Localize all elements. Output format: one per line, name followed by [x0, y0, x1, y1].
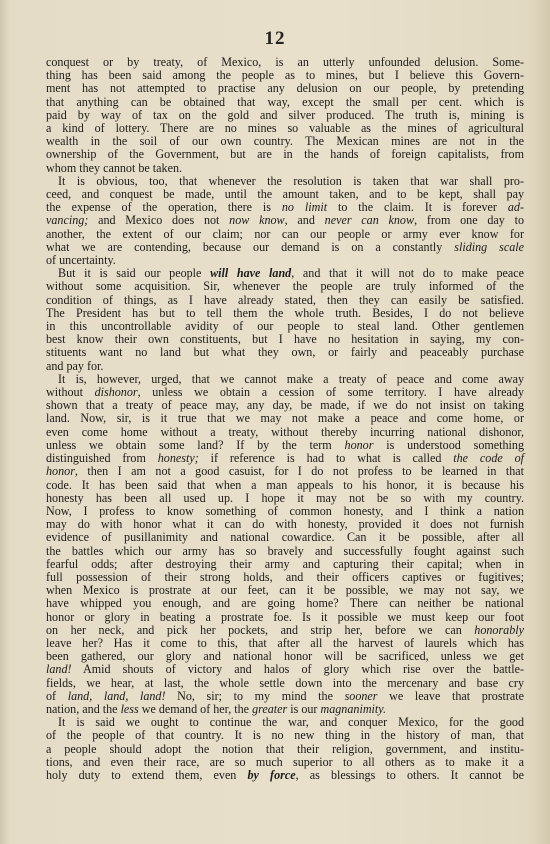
text-run: is understood something [373, 437, 524, 452]
text-run: distinguished from [46, 451, 158, 466]
text-run: , from one day to [414, 213, 524, 228]
text-run: and Mexico does not [88, 213, 230, 228]
text-line: honor or glory in beating a prostrate foe. Is it possible we must keep our foot [46, 609, 524, 624]
text-line: without some acquisition. Sir, whenever the people are truly informed of the [46, 279, 524, 294]
text-line: may do with honor what it can do with honesty, provided it does not furnish [46, 517, 524, 532]
text-run: , and that it will not do to make peace [291, 266, 524, 281]
text-line [46, 663, 524, 676]
emphasis-text: honor [46, 464, 75, 479]
text-run: nation, and the [46, 701, 121, 716]
text-run: of [46, 688, 68, 703]
text-line: of the people of that country. It is no new thing in the history of man, that [46, 728, 524, 743]
emphasis-text: dishonor [94, 385, 138, 400]
text-line: have whipped you enough, and are going home? There can neither be national [46, 596, 524, 611]
emphasis-text: less [120, 701, 139, 716]
emphasis-text: land! [46, 662, 72, 677]
text-line: leave her? Has it come to this, that after all the harvest of laurels which has [46, 635, 524, 650]
emphasis-text: now know [229, 213, 285, 228]
text-run: No, sir; to my mind the [165, 688, 345, 703]
text-run: if reference is had to what is called [198, 451, 454, 466]
text-line: a kind of lottery. There are no mines so valuable as the mines of agricultural [46, 121, 524, 136]
text-line: ceed, and conquest be made, until the amount taken, and to be kept, shall pay [46, 187, 524, 202]
text-line: code. It has been said that when a man appeals to his honor, it is because his [46, 477, 524, 492]
text-line: of uncertainty. [46, 253, 116, 268]
text-run: without [46, 385, 95, 400]
emphasis-text: honor [344, 437, 374, 452]
text-line [46, 769, 524, 782]
emphasis-text: will have land [210, 266, 292, 281]
text-line: paid by way of tax on the gold and silver produced. The truth is, mining is [46, 107, 524, 122]
text-line: been gathered, our glory and national honor will be sacrificed, unless we get [46, 649, 524, 664]
emphasis-text: ad- [507, 200, 524, 215]
text-line: best know their own constituents, but I have no hesitation in saying, my con- [46, 332, 524, 347]
text-line: honesty has been all used up. I hope it may not be so with my country. [46, 490, 524, 505]
text-line: and pay for. [46, 358, 104, 373]
text-run: to the claim. It is forever [327, 200, 508, 215]
text-line: tions, and even their race, are so much superior to all others as to make it a [46, 754, 524, 769]
emphasis-text: land, land, land! [67, 688, 166, 703]
emphasis-text: honesty; [157, 451, 199, 466]
text-line: fearful odds; after destroying their army and capturing their capital; when in [46, 556, 524, 571]
text-run: , then I am not a good casuist, for I do not profess to be learned in that [74, 464, 524, 479]
text-line: It is said we ought to continue the war, and conquer Mexico, for the good [58, 715, 524, 730]
text-line: that anything can be obtained that way, except the small per cent. which is [46, 94, 524, 109]
text-line: evidence of pusillanimity and national cowardice. Can it be possible, after all [46, 530, 524, 545]
text-line: conquest or by treaty, of Mexico, is an utterly unfounded delusion. Some- [46, 55, 524, 69]
text-line: It is, however, urged, that we cannot make a treaty of peace and come away [58, 371, 524, 386]
text-line: whom they cannot be taken. [46, 160, 183, 175]
text-line: thing has been said among the people as to mines, but I believe this Govern- [46, 68, 524, 83]
text-line: shown that a treaty of peace may, any day, be made, if we do not insist on taking [46, 398, 524, 413]
text-run: is our [287, 701, 321, 716]
emphasis-text: magnanimity. [320, 701, 386, 716]
text-line: It is obvious, too, that whenever the resolution is taken that war shall pro- [58, 173, 524, 188]
text-line [46, 465, 524, 478]
text-run: the expense of the operation, there is [46, 200, 282, 215]
text-run: we leave that prostrate [377, 688, 525, 703]
text-run: , unless we obtain a cession of some territory. I have already [137, 385, 524, 400]
text-run: what we are contending, because our demand is on a constantly [46, 239, 455, 254]
text-line: in this uncontrollable avidity of our people to steal land. Other gentlemen [46, 319, 524, 334]
emphasis-text: sliding scale [454, 239, 524, 254]
emphasis-text: the code of [453, 451, 525, 466]
emphasis-text: no limit [281, 200, 328, 215]
text-run: But it is said our people [58, 266, 211, 281]
text-line: land. Now, sir, is it true that we may not make a peace and come home, or [46, 411, 524, 426]
text-line: even come home without a treaty, without thereby incurring national dishonor, [46, 424, 524, 439]
text-line: another, the extent of our claim; nor can our people or army ever know for [46, 226, 524, 241]
text-line: Now, I profess to know something of common honesty, and I think a nation [46, 503, 524, 518]
text-run: , and [284, 213, 325, 228]
text-line: fields, we hear, at last, the whole settle down into the mercenary and base cry [46, 675, 524, 690]
body-text [46, 56, 524, 782]
emphasis-text: by force [247, 767, 296, 782]
emphasis-text: honorably [474, 622, 524, 637]
text-run: unless we obtain some land? If by the term [46, 437, 345, 452]
text-line: The President has but to tell them the whole truth. Besides, I do not believe [46, 305, 524, 320]
text-line: the battles which our army has so bravely and successfully fought against such [46, 543, 524, 558]
page-number: 12 [264, 28, 286, 49]
text-run: Amid shouts of victory and halos of glory which rise over the battle- [71, 662, 524, 677]
text-run: , as blessings to others. It cannot be [295, 767, 524, 782]
emphasis-text: greater [252, 701, 288, 716]
text-line: ment has not attempted to practise any delusion on our people, by pretending [46, 81, 524, 96]
text-line [46, 241, 524, 254]
text-line: a people should adopt the notion that their religion, government, and institu- [46, 741, 524, 756]
text-line: ownership of the Government, but are in the hands of foreign capitalists, from [46, 147, 524, 162]
text-run: we demand of her, the [138, 701, 253, 716]
text-line: wealth in the soil of our own country. The Mexican mines are not in the [46, 134, 524, 149]
emphasis-text: never can know [324, 213, 415, 228]
text-line: full possession of their strong holds, and their officers captives or fugitives; [46, 569, 524, 584]
text-line: condition of things, as I have already stated, then they can easily be satisfied. [46, 292, 524, 307]
text-line [46, 624, 524, 637]
text-line: stituents want no land but what they own, or fairly and peaceably purchase [46, 345, 524, 360]
text-line [46, 214, 524, 227]
text-run: on her neck, and pick her pockets, and strip her, before we can [46, 622, 475, 637]
text-run: holy duty to extend them, even [46, 767, 248, 782]
text-line: when Mexico is prostrate at our feet, can it be possible, we may not say, we [46, 583, 524, 598]
emphasis-text: vancing; [46, 213, 89, 228]
emphasis-text: sooner [344, 688, 378, 703]
